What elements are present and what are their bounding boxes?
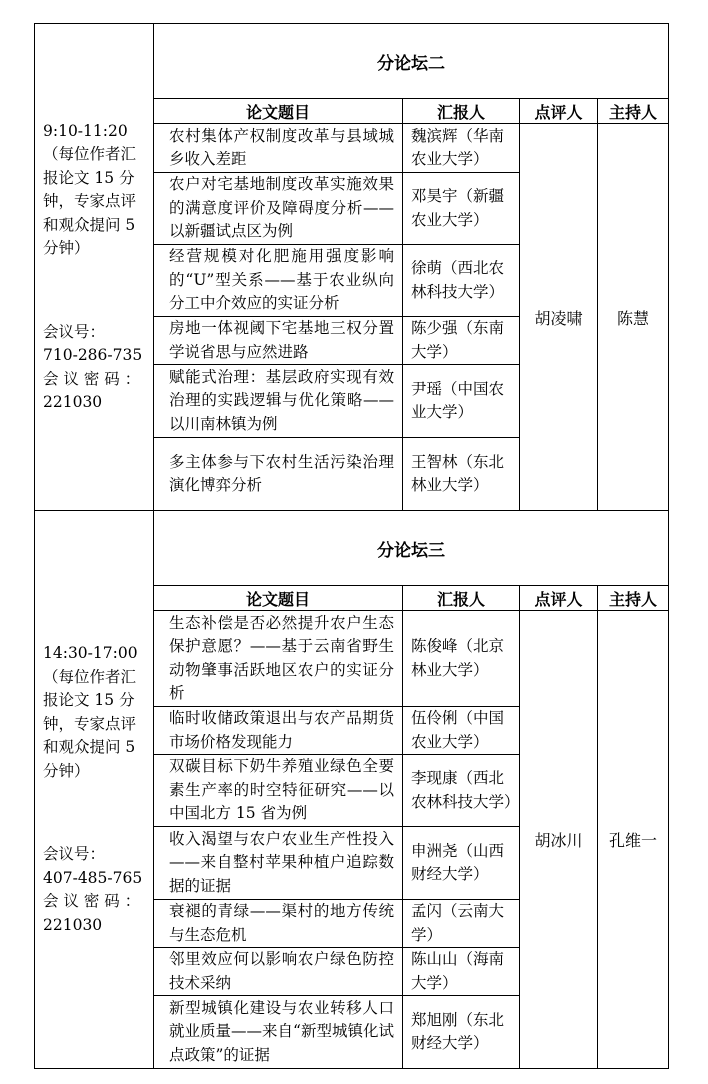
paper-title: 双碳目标下奶牛养殖业绿色全要素生产率的时空特征研究——以中国北方 15 省为例 xyxy=(154,755,403,827)
meeting-password: 221030 xyxy=(43,393,103,411)
session-time: 9:10-11:20 xyxy=(43,121,128,140)
header-reviewer: 点评人 xyxy=(520,586,598,611)
session-note-line: 分钟） xyxy=(43,761,90,780)
host-name: 陈慧 xyxy=(598,124,669,511)
header-reviewer: 点评人 xyxy=(520,99,598,124)
paper-presenter: 邓昊宇（新疆农业大学） xyxy=(403,173,520,245)
session-time-cell xyxy=(35,511,154,1069)
session-note-line: 和观众提问 5 xyxy=(43,738,136,756)
forum-title: 分论坛二 xyxy=(154,24,669,99)
paper-presenter: 徐萌（西北农林科技大学） xyxy=(403,245,520,317)
paper-title: 邻里效应何以影响农户绿色防控技术采纳 xyxy=(154,948,403,996)
session-note-line: 报论文 15 分 xyxy=(43,168,135,187)
header-title: 论文题目 xyxy=(154,99,403,124)
host-name: 孔维一 xyxy=(598,611,669,1069)
paper-presenter: 伍伶俐（中国农业大学） xyxy=(403,707,520,755)
forum-title-row xyxy=(35,511,669,586)
paper-presenter: 陈山山（海南大学） xyxy=(403,948,520,996)
session-time-cell xyxy=(35,24,154,511)
paper-title: 房地一体视阈下宅基地三权分置学说省思与应然进路 xyxy=(154,317,403,365)
paper-presenter: 陈俊峰（北京林业大学） xyxy=(403,611,520,707)
meeting-password-label: 会 议 密 码 ： xyxy=(43,892,141,910)
session-time: 14:30-17:00 xyxy=(43,644,138,662)
paper-title: 农村集体产权制度改革与县域城乡收入差距 xyxy=(154,124,403,173)
paper-presenter: 孟闪（云南大学） xyxy=(403,900,520,948)
forum-title-row xyxy=(35,24,669,99)
paper-title: 经营规模对化肥施用强度影响的“U”型关系——基于农业纵向分工中介效应的实证分析 xyxy=(154,245,403,317)
paper-title: 衰褪的青绿——渠村的地方传统与生态危机 xyxy=(154,900,403,948)
session-note-line: 分钟） xyxy=(43,239,90,257)
session-note-line: （每位作者汇 xyxy=(43,145,137,163)
paper-title: 临时收储政策退出与农产品期货市场价格发现能力 xyxy=(154,707,403,755)
header-title: 论文题目 xyxy=(154,586,403,611)
paper-title: 收入渴望与农户农业生产性投入——来自整村苹果种植户追踪数据的证据 xyxy=(154,827,403,900)
reviewer-name: 胡冰川 xyxy=(520,611,598,1069)
session-note-line: 和观众提问 5 xyxy=(43,215,136,234)
meeting-password-label: 会 议 密 码 ： xyxy=(43,369,141,388)
paper-presenter: 李现康（西北农林科技大学） xyxy=(403,755,520,827)
header-host: 主持人 xyxy=(598,99,669,124)
paper-presenter: 陈少强（东南大学） xyxy=(403,317,520,365)
forum-title: 分论坛三 xyxy=(154,511,669,586)
meeting-id: 407-485-765 xyxy=(43,868,143,887)
schedule-table xyxy=(34,23,669,1069)
paper-title: 新型城镇化建设与农业转移人口就业质量——来自“新型城镇化试点政策”的证据 xyxy=(154,996,403,1069)
header-host: 主持人 xyxy=(598,586,669,611)
paper-presenter: 申洲尧（山西财经大学） xyxy=(403,827,520,900)
paper-presenter: 王智林（东北林业大学） xyxy=(403,438,520,511)
meeting-id-label: 会议号： xyxy=(43,845,106,863)
paper-presenter: 魏滨辉（华南农业大学） xyxy=(403,124,520,173)
paper-title: 多主体参与下农村生活污染治理演化博弈分析 xyxy=(154,438,403,511)
meeting-id-label: 会议号： xyxy=(43,322,106,341)
session-note-line: （每位作者汇 xyxy=(43,667,137,686)
paper-presenter: 郑旭刚（东北财经大学） xyxy=(403,996,520,1069)
paper-presenter: 尹瑶（中国农业大学） xyxy=(403,365,520,438)
session-note-line: 钟，专家点评 xyxy=(43,714,137,733)
meeting-password: 221030 xyxy=(43,915,103,934)
paper-title: 生态补偿是否必然提升农户生态保护意愿？——基于云南省野生动物肇事活跃地区农户的实证分析 xyxy=(154,611,403,707)
paper-title: 农户对宅基地制度改革实施效果的满意度评价及障碍度分析——以新疆试点区为例 xyxy=(154,173,403,245)
header-presenter: 汇报人 xyxy=(403,99,520,124)
meeting-id: 710-286-735 xyxy=(43,346,143,364)
session-note-line: 报论文 15 分 xyxy=(43,691,135,709)
reviewer-name: 胡凌啸 xyxy=(520,124,598,511)
header-presenter: 汇报人 xyxy=(403,586,520,611)
session-note-line: 钟，专家点评 xyxy=(43,192,137,210)
paper-title: 赋能式治理：基层政府实现有效治理的实践逻辑与优化策略——以川南林镇为例 xyxy=(154,365,403,438)
